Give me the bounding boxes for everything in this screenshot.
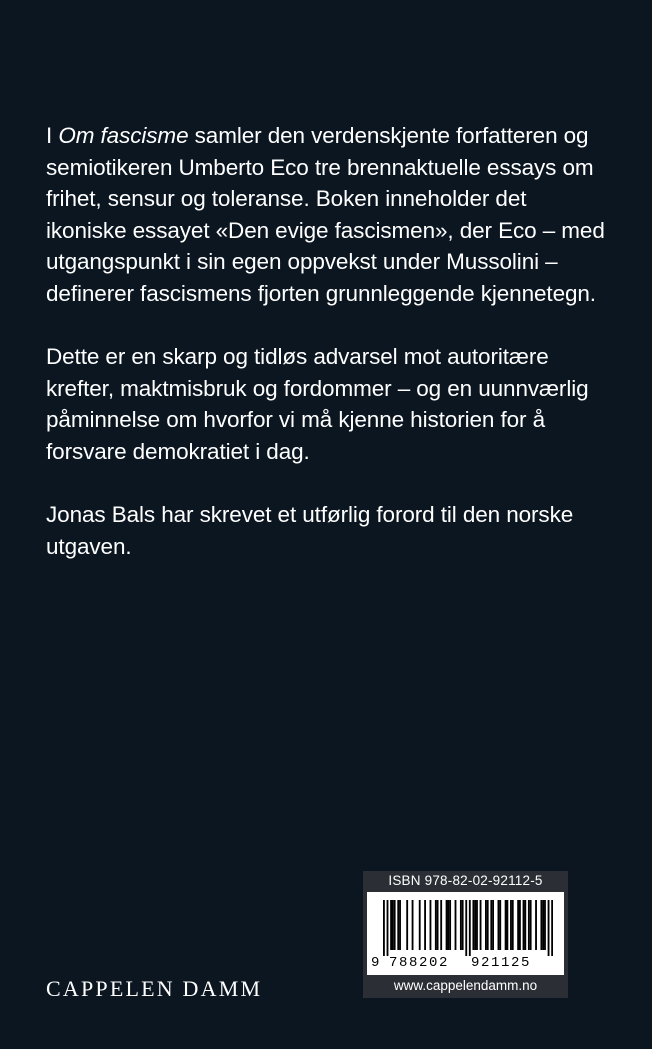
barcode-bar	[519, 900, 521, 950]
barcode-block	[363, 871, 568, 998]
barcode-bar	[446, 900, 448, 950]
barcode-bar	[469, 900, 471, 956]
publisher-website: www.cappelendamm.no	[393, 978, 538, 993]
barcode-bar	[485, 900, 487, 950]
barcode-bar	[524, 900, 526, 950]
barcode-bar	[487, 900, 489, 950]
barcode-bar	[392, 900, 394, 950]
publisher-logo: CAPPELEN DAMM	[46, 976, 263, 1001]
barcode-bar	[397, 900, 399, 950]
barcode-bar	[499, 900, 501, 950]
barcode-bar	[449, 900, 451, 950]
barcode-bar	[474, 900, 476, 950]
barcode-bar	[440, 900, 442, 950]
barcode-bar	[505, 900, 507, 950]
barcode-bar	[498, 900, 500, 950]
barcode-bar	[551, 900, 553, 956]
barcode-bar	[512, 900, 514, 950]
barcode-bar	[530, 900, 532, 950]
barcode-bar	[447, 900, 449, 950]
barcode-bar	[419, 900, 421, 950]
barcode-left-digits: 788202	[389, 955, 450, 971]
barcode-bar	[462, 900, 464, 950]
barcode-bar	[455, 900, 457, 950]
barcode-bar	[424, 900, 426, 950]
barcode-bar	[460, 900, 462, 950]
barcode-bar	[472, 900, 474, 950]
barcode-bar	[517, 900, 519, 950]
barcode-bar	[430, 900, 432, 950]
barcode-bars	[383, 900, 553, 956]
barcode-area	[367, 892, 564, 975]
barcode-bar	[542, 900, 544, 950]
barcode-bar	[528, 900, 530, 950]
barcode-bar	[406, 900, 408, 950]
blurb-p1-intro: I	[46, 123, 59, 148]
barcode-bar	[383, 900, 385, 956]
barcode-bar	[510, 900, 512, 950]
barcode-bar	[435, 900, 437, 950]
barcode-bar	[437, 900, 439, 950]
blurb-p1-body: samler den verdenskjente forfatteren og semiotikeren Umberto Eco tre brennaktuelle essays om frihet, sensur og toleranse. Boken inneholder det ikoniske essayet «Den evige fascismen», der Eco – med utgangspunkt i sin egen oppvekst under Mussolini – definerer fascismens fjorten grunnleggende kjennetegn.	[46, 123, 605, 306]
barcode-bar	[387, 900, 389, 956]
barcode-bar	[399, 900, 401, 950]
barcode-bar	[523, 900, 525, 950]
blurb-paragraph-3: Jonas Bals har skrevet et utførlig forord til den norske utgaven.	[46, 502, 574, 559]
barcode-bar	[476, 900, 478, 950]
blurb-paragraph-2: Dette er en skarp og tidløs advarsel mot autoritære krefter, maktmisbruk og fordommer – og en uunnværlig påminnelse om hvorfor vi må kjenne historien for å forsvare demokratiet i dag.	[46, 344, 589, 464]
barcode-bar	[506, 900, 508, 950]
blurb-text	[46, 120, 606, 594]
barcode-bar	[394, 900, 396, 950]
barcode-bar	[480, 900, 482, 950]
barcode-bar	[548, 900, 550, 956]
barcode-bar	[544, 900, 546, 950]
barcode-bar	[465, 900, 467, 956]
barcode-bar	[492, 900, 494, 950]
barcode-bar	[490, 900, 492, 950]
barcode-bar	[540, 900, 542, 950]
isbn-label: ISBN 978-82-02-92112-5	[388, 873, 543, 888]
book-title: Om fascisme	[58, 123, 189, 148]
barcode-right-digits: 921125	[471, 955, 532, 971]
barcode-bar	[412, 900, 414, 950]
barcode-lead-digit: 9	[371, 955, 380, 971]
barcode-bar	[535, 900, 537, 950]
barcode-bar	[390, 900, 392, 950]
blurb-paragraph-1	[46, 120, 606, 309]
